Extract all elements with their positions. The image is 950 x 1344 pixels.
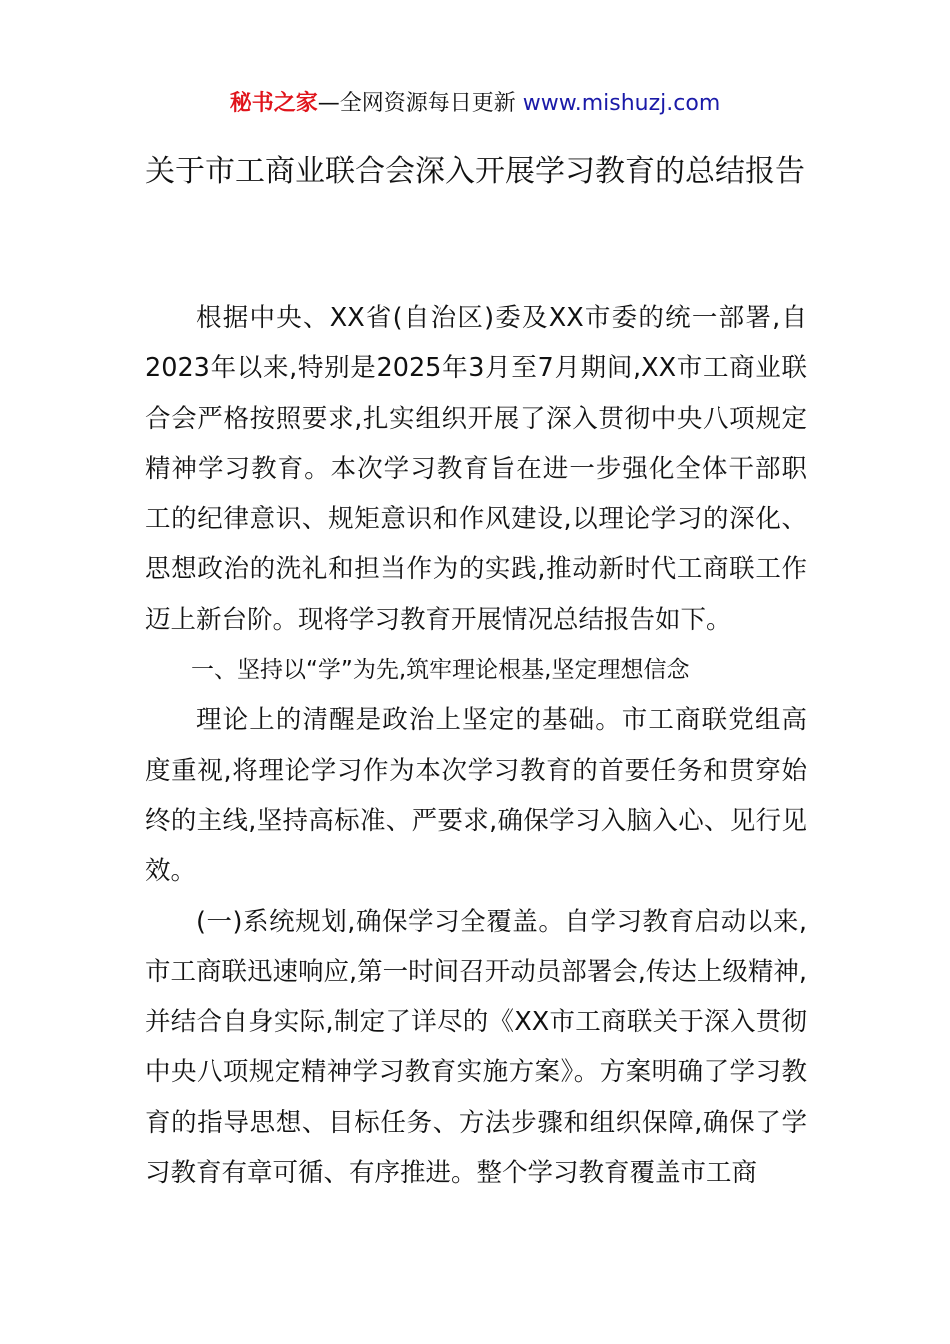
paragraph-planning: (一)系统规划,确保学习全覆盖。自学习教育启动以来,市工商联迅速响应,第一时间召开动员部署会,传达上级精神,并结合自身实际,制定了详尽的《XX市工商联关于深入贯彻中央八项规定精神学习教育实施方案》。方案明确了学习教育的指导思想、目标任务、方法步骤和组织保障,确保了学习教育有章可循、有序推进。整个学习教育覆盖市工商 — [145, 906, 807, 1189]
header-tagline: —全网资源每日更新 — [317, 91, 516, 116]
document-title: 关于市工商业联合会深入开展学习教育的总结报告 — [145, 154, 805, 189]
paragraph-theory: 理论上的清醒是政治上坚定的基础。市工商联党组高度重视,将理论学习作为本次学习教育的首要任务和贯穿始终的主线,坚持高标准、严要求,确保学习入脑入心、见行见效。 — [145, 705, 807, 887]
document-body — [145, 293, 807, 1198]
site-header — [0, 88, 950, 120]
paragraph-intro: 根据中央、XX省(自治区)委及XX市委的统一部署,自2023年以来,特别是2025年3月至7月期间,XX市工商业联合会严格按照要求,扎实组织开展了深入贯彻中央八项规定精神学习教育。本次学习教育旨在进一步强化全体干部职工的纪律意识、规矩意识和作风建设,以理论学习的深化、思想政治的洗礼和担当作为的实践,推动新时代工商联工作迈上新台阶。现将学习教育开展情况总结报告如下。 — [145, 303, 807, 635]
section-heading-1: 一、坚持以“学”为先,筑牢理论根基,坚定理想信念 — [191, 657, 690, 684]
brand-name: 秘书之家 — [229, 91, 318, 116]
site-url-link[interactable]: www.mishuzj.com — [522, 91, 721, 116]
